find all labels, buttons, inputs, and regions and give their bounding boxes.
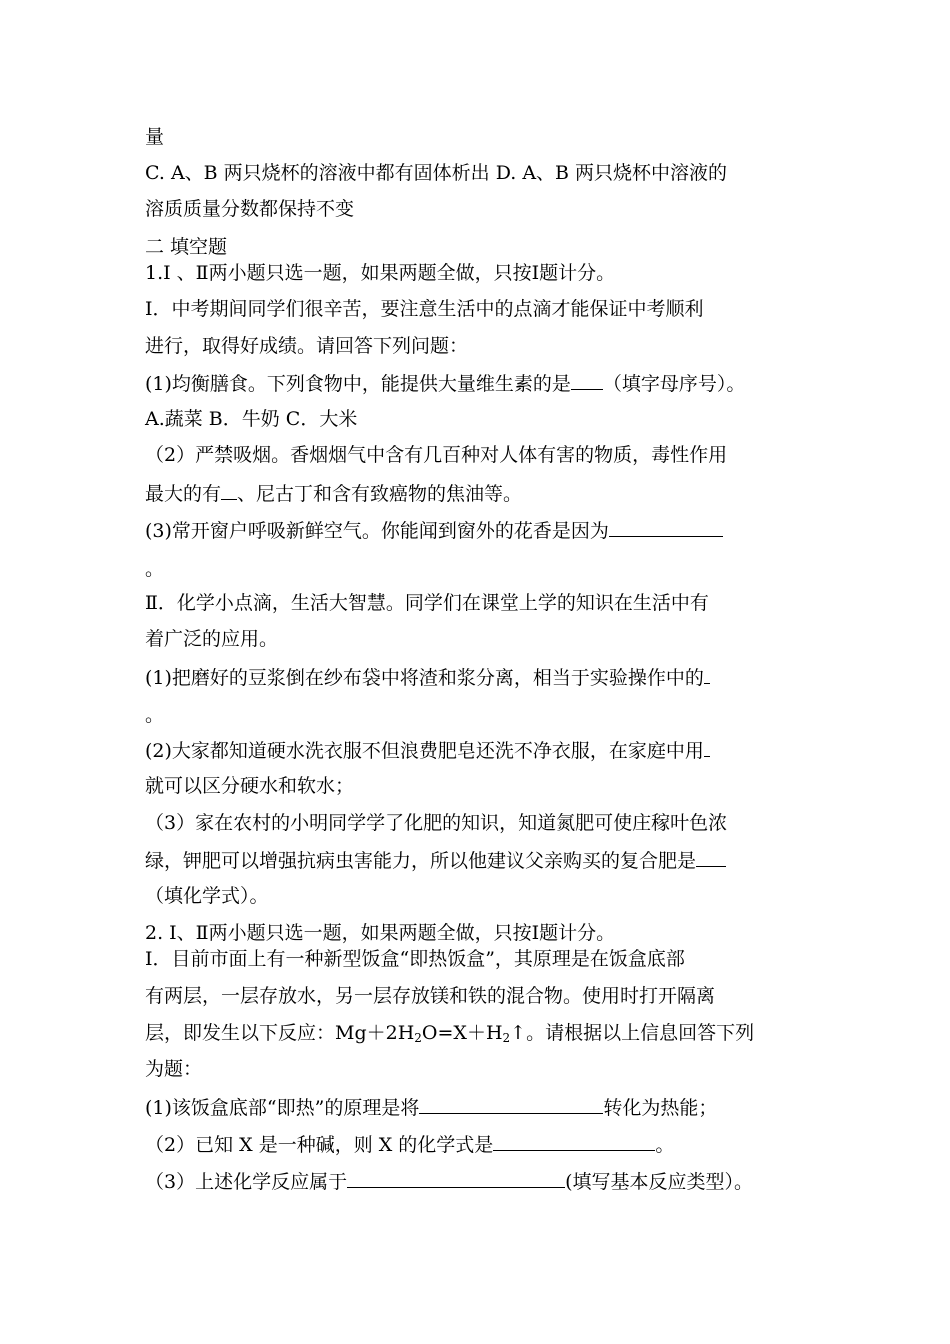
text-line: Ⅰ．目前市面上有一种新型饭盒“即热饭盒”，其原理是在饭盒底部	[145, 948, 685, 970]
text-line: 进行，取得好成绩。请回答下列问题：	[145, 335, 469, 357]
text-line: （填化学式）。	[145, 885, 269, 907]
question-line	[145, 1093, 717, 1121]
equation-text: O=X＋H	[421, 1022, 503, 1044]
question-line	[145, 479, 522, 507]
option-c-d: C. A、B 两只烧杯的溶液中都有固体析出 D. A、B 两只烧杯中溶液的	[145, 162, 728, 184]
question-text: (填写基本反应类型）。	[565, 1171, 754, 1193]
question-text: (1)把磨好的豆浆倒在纱布袋中将渣和浆分离，相当于实验操作中的	[145, 667, 704, 689]
answer-blank[interactable]	[609, 516, 723, 537]
question-line	[145, 1130, 674, 1158]
question-text: （2）已知 X 是一种碱，则 X 的化学式是	[145, 1134, 494, 1156]
answer-blank[interactable]	[493, 1130, 655, 1151]
subscript: 2	[502, 1031, 511, 1045]
reaction-line	[145, 1020, 754, 1051]
question-line	[145, 1167, 753, 1195]
text-line: 量	[145, 126, 165, 148]
text-line: （3）家在农村的小明同学学了化肥的知识，知道氮肥可使庄稼叶色浓	[145, 812, 728, 834]
question-text: 转化为热能；	[603, 1097, 718, 1119]
answer-blank[interactable]	[704, 663, 710, 684]
text-line: Ⅱ．化学小点滴，生活大智慧。同学们在课堂上学的知识在生活中有	[145, 592, 709, 614]
question-text: (2)大家都知道硬水洗衣服不但浪费肥皂还洗不净衣服，在家庭中用	[145, 740, 704, 762]
question-text: 绿，钾肥可以增强抗病虫害能力，所以他建议父亲购买的复合肥是	[145, 850, 697, 872]
question-2-header: 2. Ⅰ、Ⅱ两小题只选一题，如果两题全做，只按Ⅰ题计分。	[145, 922, 616, 944]
text-line: 溶质质量分数都保持不变	[145, 198, 355, 220]
question-line	[145, 663, 710, 691]
question-1-header: 1.Ⅰ 、Ⅱ两小题只选一题，如果两题全做，只按Ⅰ题计分。	[145, 262, 616, 284]
options-line: A.蔬菜 B．牛奶 C．大米	[145, 408, 358, 430]
equation-text: ↑。请根据以上信息回答下列	[510, 1022, 755, 1044]
answer-blank[interactable]	[696, 846, 726, 867]
text-line: 。	[145, 558, 165, 580]
text-line: （2）严禁吸烟。香烟烟气中含有几百种对人体有害的物质，毒性作用	[145, 444, 728, 466]
text-line: 着广泛的应用。	[145, 628, 279, 650]
subscript: 2	[414, 1031, 422, 1045]
question-text: (1)均衡膳食。下列食物中，能提供大量维生素的是	[145, 373, 571, 395]
question-text: 最大的有	[145, 483, 222, 505]
text-line: 有两层，一层存放水，另一层存放镁和铁的混合物。使用时打开隔离	[145, 985, 716, 1007]
text-line: 为题：	[145, 1058, 203, 1080]
text-line: 就可以区分硬水和软水；	[145, 775, 355, 797]
text-line: Ⅰ．中考期间同学们很辛苦，要注意生活中的点滴才能保证中考顺利	[145, 298, 704, 320]
question-text: (1)该饭盒底部“即热”的原理是将	[145, 1097, 420, 1119]
question-line	[145, 736, 710, 764]
text-line: 。	[145, 704, 165, 726]
answer-blank[interactable]	[571, 369, 603, 390]
section-heading: 二 填空题	[145, 236, 228, 258]
question-line	[145, 516, 723, 544]
question-text: 、尼古丁和含有致癌物的焦油等。	[237, 483, 523, 505]
question-line	[145, 369, 745, 397]
question-text: (3)常开窗户呼吸新鲜空气。你能闻到窗外的花香是因为	[145, 520, 609, 542]
question-text: 。	[655, 1134, 675, 1156]
answer-blank[interactable]	[221, 479, 237, 500]
question-text: （填字母序号）。	[602, 373, 746, 395]
equation-text: 层，即发生以下反应：Mg＋2H	[145, 1022, 415, 1044]
question-text: （3）上述化学反应属于	[145, 1171, 348, 1193]
answer-blank[interactable]	[419, 1093, 603, 1114]
answer-blank[interactable]	[704, 736, 710, 757]
question-line	[145, 846, 726, 874]
answer-blank[interactable]	[347, 1167, 565, 1188]
